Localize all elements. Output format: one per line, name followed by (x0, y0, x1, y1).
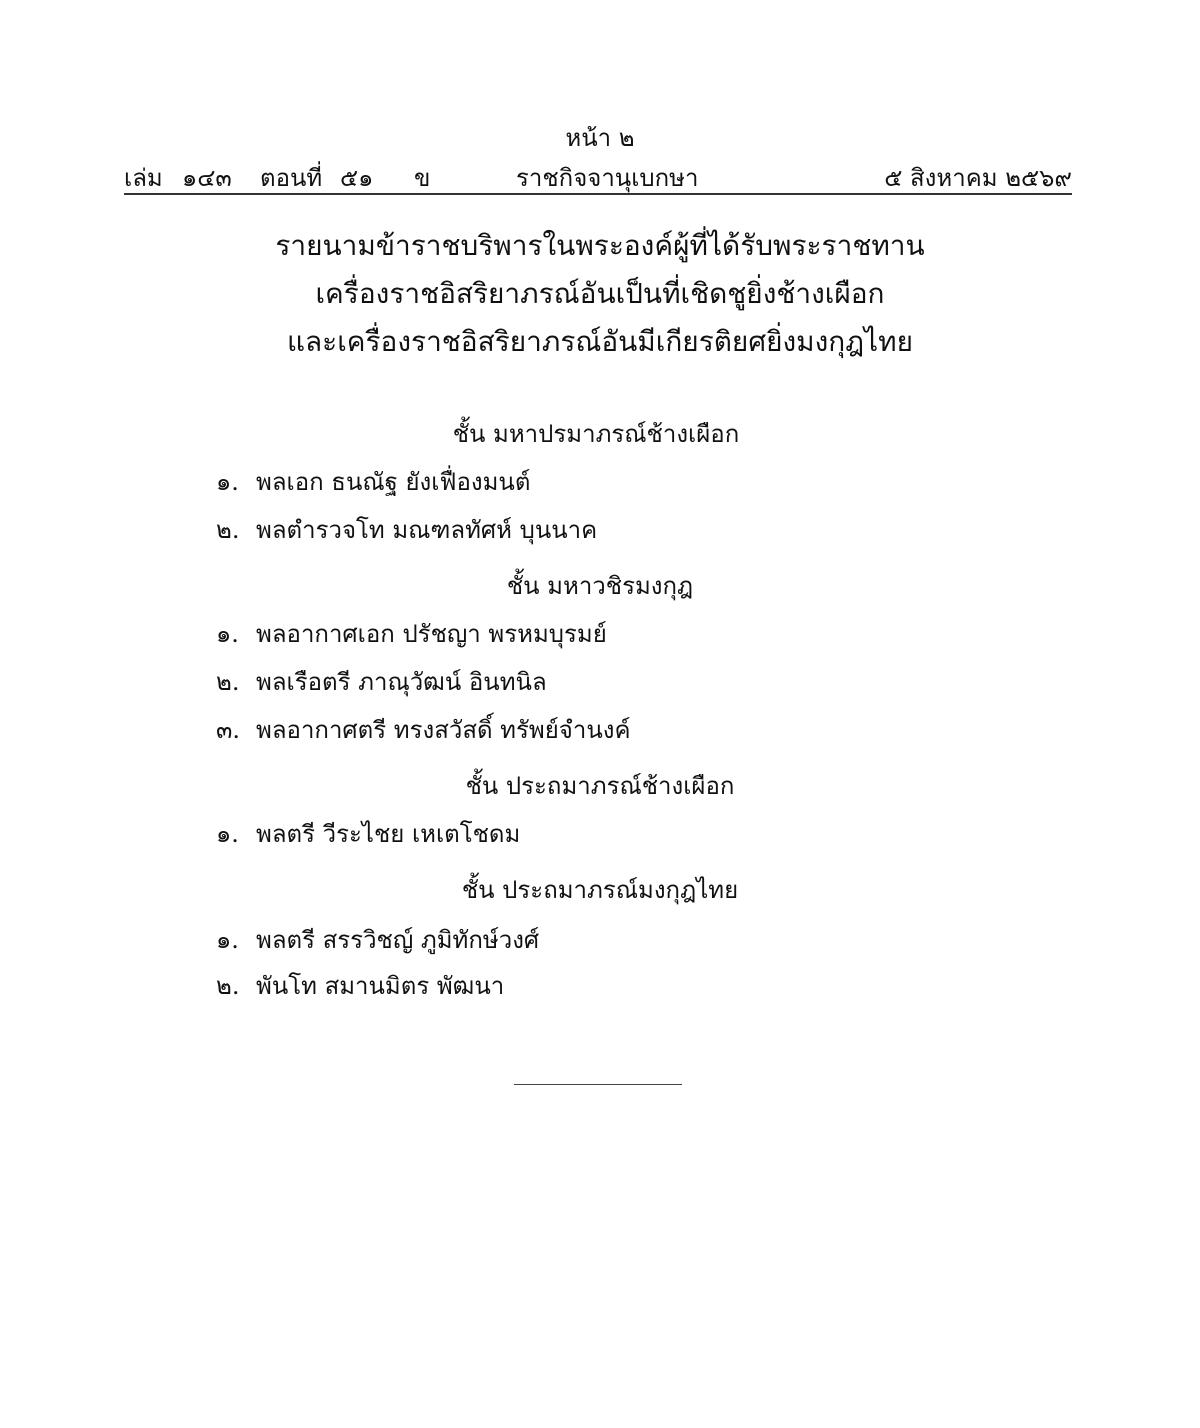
class-heading-label: ชั้น มหาปรมาภรณ์ช้างเผือก (452, 420, 740, 448)
list-item (216, 614, 607, 653)
class-heading-label: ชั้น มหาวชิรมงกุฎ (506, 572, 694, 600)
page-number: หน้า ๒ (565, 124, 635, 152)
item-name: พลอากาศเอก ปรัชญา พรหมบุรมย์ (256, 620, 607, 648)
class-heading (0, 414, 1200, 453)
gazette-name: ราชกิจจานุเบกษา (516, 164, 699, 192)
class-heading (0, 870, 1200, 909)
item-number: ๒. (216, 516, 240, 544)
title-line-1: รายนามข้าราชบริพารในพระองค์ผู้ที่ได้รับพระราชทาน (275, 229, 925, 262)
item-number: ๓. (216, 716, 241, 744)
item-name: พลตรี วีระไชย เหเตโชดม (256, 820, 521, 848)
item-number: ๑. (216, 620, 239, 648)
item-number: ๒. (216, 972, 240, 1000)
class-heading-label: ชั้น ประถมาภรณ์มงกุฎไทย (461, 876, 739, 904)
publication-date: ๕ สิงหาคม ๒๕๖๙ (884, 164, 1072, 192)
item-number: ๒. (216, 668, 240, 696)
class-heading (0, 766, 1200, 805)
header-divider (124, 193, 1072, 195)
item-name: พลตำรวจโท มณฑลทัศห์ บุนนาค (256, 516, 598, 544)
item-number: ๑. (216, 926, 239, 954)
volume-label: เล่ม (124, 164, 163, 192)
item-name: พลอากาศตรี ทรงสวัสดิ์ ทรัพย์จำนงค์ (256, 716, 631, 744)
list-item (216, 462, 530, 501)
issue-number: ๕๑ (340, 164, 374, 192)
class-heading-label: ชั้น ประถมาภรณ์ช้างเผือก (465, 772, 735, 800)
item-name: พลเรือตรี ภาณุวัฒน์ อินทนิล (256, 668, 547, 696)
document-title (0, 222, 1200, 366)
list-item (216, 814, 520, 853)
item-name: พันโท สมานมิตร พัฒนา (256, 972, 505, 1000)
class-heading (0, 566, 1200, 605)
list-item (216, 510, 597, 549)
title-line-2: เครื่องราชอิสริยาภรณ์อันเป็นที่เชิดชูยิ่งช้างเผือก (315, 277, 885, 310)
list-item (216, 966, 504, 1005)
item-name: พลตรี สรรวิชญ์ ภูมิทักษ์วงศ์ (256, 926, 540, 954)
list-item (216, 920, 539, 959)
gazette-header (124, 158, 1072, 190)
list-item (216, 710, 631, 749)
list-item (216, 662, 547, 701)
issue-label: ตอนที่ (260, 164, 323, 192)
item-number: ๑. (216, 820, 239, 848)
section-letter: ข (414, 164, 431, 192)
title-line-3: และเครื่องราชอิสริยาภรณ์อันมีเกียรติยศยิ่งมงกุฎไทย (286, 325, 914, 358)
item-name: พลเอก ธนณัฐ ยังเฟื่องมนต์ (256, 468, 531, 496)
item-number: ๑. (216, 468, 239, 496)
volume-number: ๑๔๓ (182, 164, 232, 192)
closing-divider (514, 1084, 682, 1085)
